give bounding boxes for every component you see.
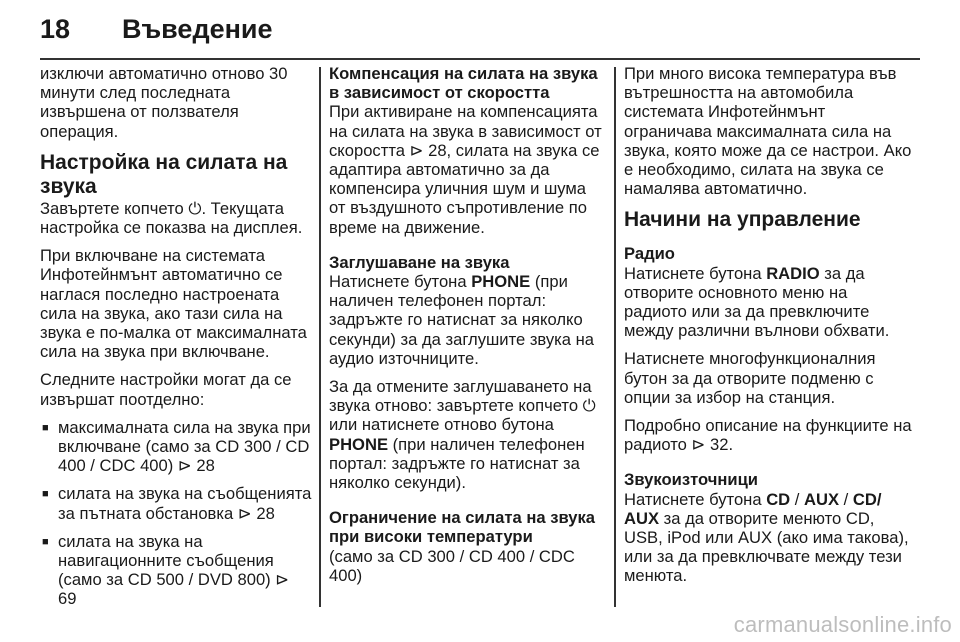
- list-item: ■ максималната сила на звука при включване (само за CD 300 / CD 400 / CDC 400) ⊳ 28: [40, 418, 312, 476]
- subheading-mute: Заглушаване на звука: [329, 252, 510, 272]
- column-3: [624, 64, 914, 595]
- chapter-title: Въведение: [122, 14, 273, 44]
- radio-button-label: RADIO: [766, 263, 820, 283]
- paragraph: Натиснете многофункционалния бутон за да отворите подменю с опции за избор на станция.: [624, 349, 876, 407]
- list-item: ■ силата на звука на съобщенията за пътната обстановка ⊳ 28: [40, 484, 312, 522]
- paragraph: Натиснете бутона PHONE (при наличен телефонен портал: задръжте го натиснат за няколко секунди) за да заглушите звука на аудио източниците.: [329, 272, 595, 368]
- phone-button-label: PHONE: [471, 272, 531, 292]
- paragraph: Натиснете бутона CD / AUX / CD/ AUX за да отворите менюто CD, USB, iPod или AUX (ако има такова), или за да превключвате между тези менюта.: [624, 489, 909, 586]
- subheading-speed-compensation: Компенсация на силата на звука в зависимост от скоростта: [329, 64, 598, 103]
- paragraph: При много висока температура във вътрешността на автомобила системата Инфотейнмънт ограничава максималната сила на звука, която може да се настрои. Ако е необходимо, силата на звука се намалява автоматично.: [624, 64, 912, 199]
- subheading-audio-sources: Звукоизточници: [624, 470, 758, 490]
- section-heading-controls: Начини на управление: [624, 208, 861, 232]
- paragraph: Натиснете бутона RADIO за да отворите основното меню на радиото или за да превключите между различни вълнови обхвати.: [624, 263, 890, 341]
- column-2: [329, 64, 607, 594]
- paragraph: При активиране на компенсацията на силата на звука в зависимост от скоростта ⊳ 28, силата на звука се адаптира автоматично за да компенсира уличния шум и шума от въздушното съпротивление по време на движение.: [329, 102, 602, 237]
- page-number: 18: [40, 14, 71, 44]
- subheading-temperature-limit: Ограничение на силата на звука при високи температури: [329, 508, 596, 547]
- column-1: [40, 64, 312, 618]
- paragraph: Подробно описание на функциите на радиото ⊳ 32.: [624, 416, 912, 455]
- list-item: ■ силата на звука на навигационните съобщения (само за CD 500 / DVD 800) ⊳ 69: [40, 532, 312, 609]
- settings-list: [40, 418, 312, 609]
- section-heading-volume: Настройка на силата на звука: [40, 150, 288, 198]
- paragraph: При включване на системата Инфотейнмънт автоматично се наглася последно настроената сила на звука, ако тази сила на звука е по-малка от максималната сила на звука при включване.: [40, 246, 307, 362]
- column-divider-1: [319, 67, 321, 607]
- paragraph: За да отмените заглушаването на звука отново: завъртете копчето ⏻ или натиснете отново бутона PHONE (при наличен телефонен портал: задръжте го натиснат за няколко секунди).: [329, 377, 596, 493]
- phone-button-label: PHONE: [329, 434, 389, 454]
- column-divider-2: [614, 67, 616, 607]
- header-rule: [40, 58, 920, 60]
- paragraph: Следните настройки могат да се извършат поотделно:: [40, 370, 292, 409]
- intro-paragraph: изключи автоматично отново 30 минути след последната извършена от ползвателя операция.: [40, 64, 288, 141]
- paragraph: (само за CD 300 / CD 400 / CDC 400): [329, 546, 575, 585]
- watermark: carmanualsonline.info: [733, 612, 952, 637]
- page-header: [40, 14, 920, 54]
- paragraph: Завъртете копчето ⏻. Текущата настройка се показва на дисплея.: [40, 198, 303, 238]
- subheading-radio: Радио: [624, 244, 675, 264]
